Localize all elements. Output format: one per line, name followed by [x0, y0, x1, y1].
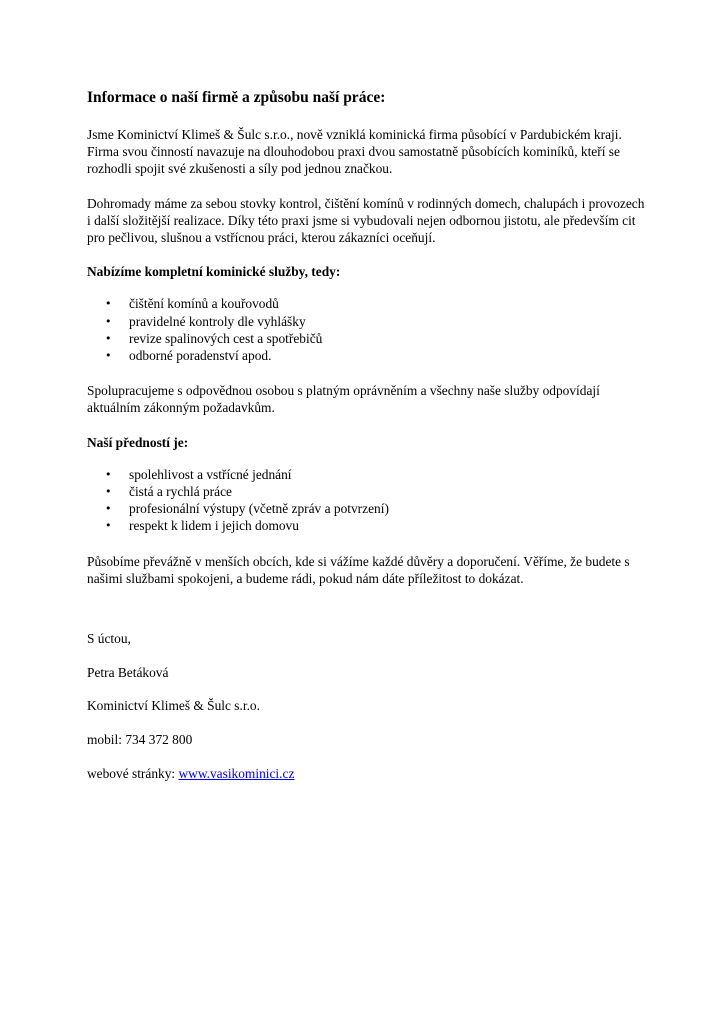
list-item-text: čistá a rychlá práce	[129, 484, 232, 500]
list-item-text: pravidelné kontroly dle vyhlášky	[129, 313, 306, 329]
list-item-text: respekt k lidem i jejich domovu	[129, 518, 299, 534]
cooperation-paragraph: Spolupracujeme s odpovědnou osobou s platným oprávněním a všechny naše služby odpovídají aktuálním zákonným požadavkům.	[87, 383, 600, 416]
advantages-list	[87, 466, 647, 535]
bullet-icon: •	[105, 349, 112, 363]
list-item-text: profesionální výstupy (včetně zpráv a potvrzení)	[129, 501, 389, 517]
list-item	[105, 466, 647, 483]
bullet-icon: •	[105, 485, 112, 499]
intro-paragraph: Jsme Kominictví Klimeš & Šulc s.r.o., nově vzniklá kominická firma působící v Pardubickém kraji. Firma svou činností navazuje na dlouhodobou praxi dvou samostatně působících kominíků, kteří se rozhodli spojit své zkušenosti a síly pod jednou značkou.	[87, 127, 622, 177]
company-name: Kominictví Klimeš & Šulc s.r.o.	[87, 698, 260, 714]
bullet-icon: •	[105, 519, 112, 533]
bullet-icon: •	[105, 467, 112, 481]
bullet-icon: •	[105, 331, 112, 345]
signer-name: Petra Betáková	[87, 664, 169, 680]
list-item-text: odborné poradenství apod.	[129, 348, 272, 364]
greeting: S úctou,	[87, 631, 131, 647]
list-item	[105, 500, 647, 517]
document-page	[87, 88, 647, 799]
services-list	[87, 295, 647, 364]
website-link[interactable]: www.vasikominici.cz	[178, 765, 295, 781]
website-line	[87, 765, 647, 782]
advantages-heading: Naší předností je:	[87, 434, 189, 450]
list-item	[105, 313, 647, 330]
list-item-text: revize spalinových cest a spotřebičů	[129, 330, 323, 346]
website-label: webové stránky:	[87, 765, 179, 781]
bullet-icon: •	[105, 314, 112, 328]
list-item	[105, 517, 647, 534]
phone-number: mobil: 734 372 800	[87, 732, 193, 748]
bullet-icon: •	[105, 297, 112, 311]
services-heading: Nabízíme kompletní kominické služby, tedy:	[87, 264, 341, 280]
list-item	[105, 347, 647, 364]
list-item	[105, 295, 647, 312]
experience-paragraph: Dohromady máme za sebou stovky kontrol, čištění komínů v rodinných domech, chalupách i provozech i další složitější realizace. Díky této praxi jsme si vybudovali nejen odbornou jistotu, ale především cit pro pečlivou, slušnou a vstřícnou práci, kterou zákazníci oceňují.	[87, 195, 645, 246]
list-item	[105, 330, 647, 347]
document-title: Informace o naší firmě a způsobu naší práce:	[87, 89, 386, 106]
signature-block	[87, 630, 647, 782]
closing-paragraph: Působíme převážně v menších obcích, kde si vážíme každé důvěry a doporučení. Věříme, že budete s našimi službami spokojeni, a budeme rádi, pokud nám dáte příležitost to dokázat.	[87, 553, 630, 586]
bullet-icon: •	[105, 502, 112, 516]
list-item-text: čištění komínů a kouřovodů	[129, 296, 279, 312]
list-item	[105, 483, 647, 500]
list-item-text: spolehlivost a vstřícné jednání	[129, 466, 292, 482]
